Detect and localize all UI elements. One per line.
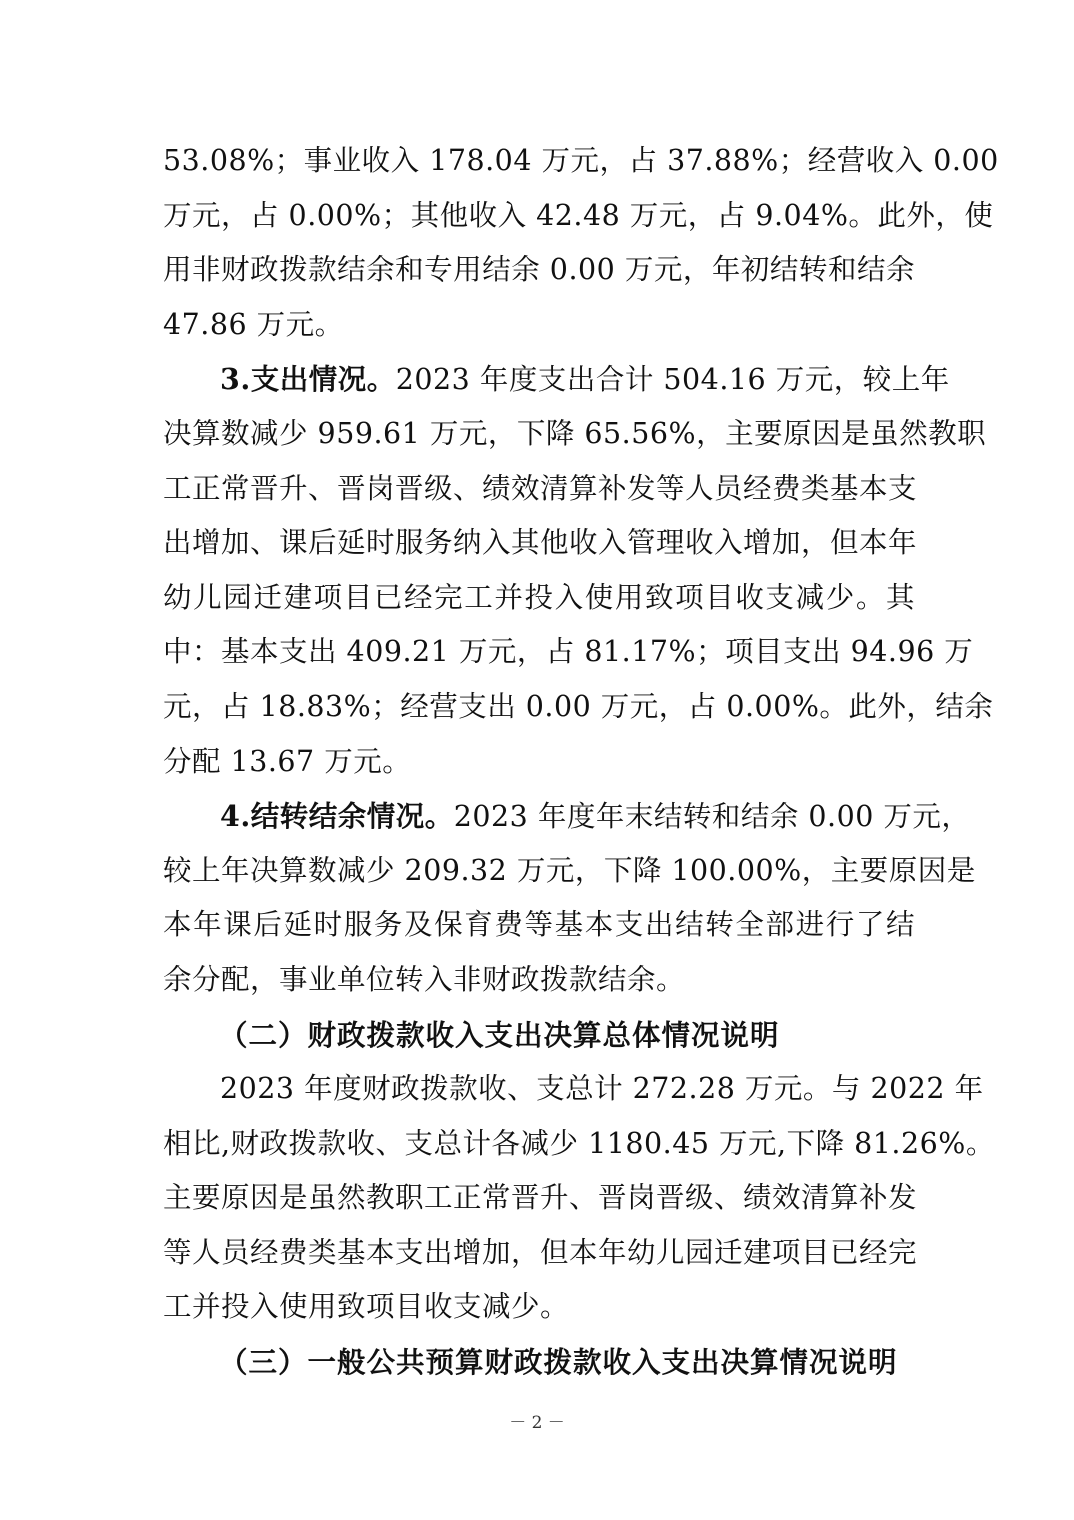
paragraph-line: 出增加、课后延时服务纳入其他收入管理收入增加，但本年 (163, 526, 918, 560)
section-heading-3: （三）一般公共预算财政拨款收入支出决算情况说明 (219, 1345, 898, 1380)
paragraph-line: 万元，占 0.00%；其他收入 42.48 万元，占 9.04%。此外，使 (163, 198, 994, 232)
section-lead-carryover: 4.结转结余情况。 (220, 799, 454, 834)
paragraph-line: 用非财政拨款结余和专用结余 0.00 万元，年初结转和结余 (163, 253, 915, 287)
paragraph-line: 47.86 万元。 (163, 307, 344, 341)
page-number: － 2 － (509, 1413, 565, 1433)
paragraph-line: 较上年决算数减少 209.32 万元，下降 100.00%，主要原因是 (163, 853, 976, 887)
paragraph-line: 等人员经费类基本支出增加，但本年幼儿园迁建项目已经完 (163, 1235, 918, 1269)
paragraph-line: 余分配，事业单位转入非财政拨款结余。 (163, 962, 686, 996)
paragraph-first-line (163, 789, 971, 844)
paragraph-line: 53.08%；事业收入 178.04 万元，占 37.88%；经营收入 0.00 (163, 144, 999, 177)
paragraph-text: 2023 年度支出合计 504.16 万元，较上年 (395, 363, 950, 397)
paragraph-line: 主要原因是虽然教职工正常晋升、晋岗晋级、绩效清算补发 (163, 1181, 918, 1215)
paragraph-line: 工正常晋升、晋岗晋级、绩效清算补发等人员经费类基本支 (163, 471, 918, 505)
paragraph-line: 本年课后延时服务及保育费等基本支出结转全部进行了结 (163, 908, 915, 942)
paragraph-line: 幼儿园迁建项目已经完工并投入使用致项目收支减少。其 (163, 580, 915, 614)
paragraph-line: 中：基本支出 409.21 万元，占 81.17%；项目支出 94.96 万 (163, 635, 974, 669)
paragraph-line: 相比,财政拨款收、支总计各减少 1180.45 万元,下降 81.26%。 (163, 1126, 995, 1160)
section-heading-2: （二）财政拨款收入支出决算总体情况说明 (219, 1017, 780, 1052)
document-body (163, 134, 999, 1390)
paragraph-first-line: 2023 年度财政拨款收、支总计 272.28 万元。与 2022 年 (220, 1072, 984, 1106)
paragraph-text: 2023 年度年末结转和结余 0.00 万元， (453, 800, 971, 834)
paragraph-line: 工并投入使用致项目收支减少。 (163, 1290, 570, 1324)
paragraph-line: 元，占 18.83%；经营支出 0.00 万元，占 0.00%。此外，结余 (163, 689, 994, 723)
section-lead-expenditure: 3.支出情况。 (220, 362, 396, 397)
paragraph-line: 决算数减少 959.61 万元，下降 65.56%，主要原因是虽然教职 (163, 416, 987, 450)
paragraph-line: 分配 13.67 万元。 (163, 744, 412, 778)
paragraph-first-line (163, 352, 950, 407)
